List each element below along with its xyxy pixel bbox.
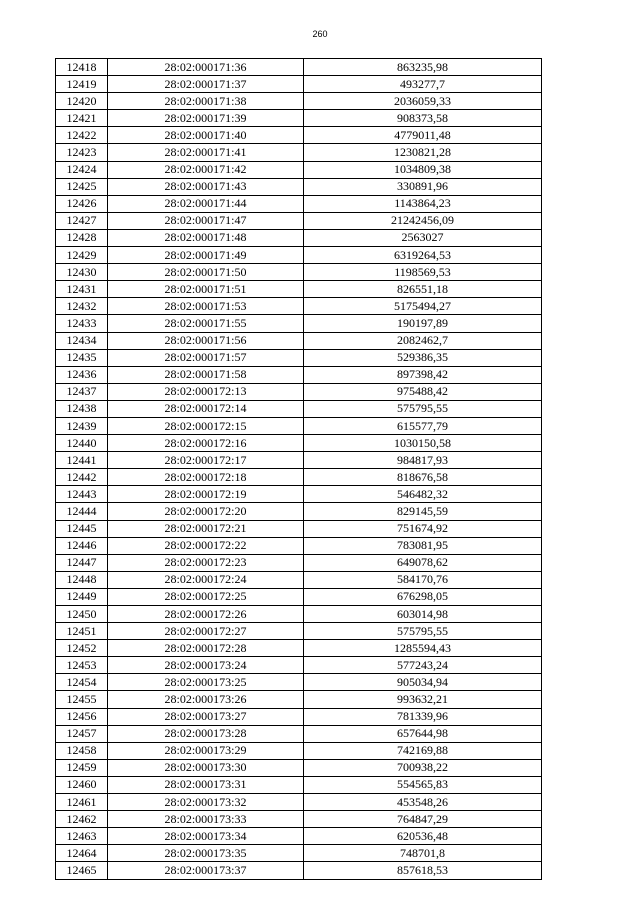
- cadastral-number-cell: 28:02:000173:31: [108, 776, 304, 793]
- value-cell: 584170,76: [304, 571, 542, 588]
- table-row: [56, 247, 542, 264]
- table-row: [56, 161, 542, 178]
- row-number-cell: 12436: [56, 366, 108, 383]
- row-number-cell: 12433: [56, 315, 108, 332]
- table-row: [56, 264, 542, 281]
- table-row: [56, 59, 542, 76]
- row-number-cell: 12442: [56, 469, 108, 486]
- cadastral-number-cell: 28:02:000171:37: [108, 76, 304, 93]
- cadastral-number-cell: 28:02:000173:29: [108, 742, 304, 759]
- row-number-cell: 12427: [56, 212, 108, 229]
- cadastral-number-cell: 28:02:000171:38: [108, 93, 304, 110]
- table-body: [56, 59, 542, 880]
- row-number-cell: 12440: [56, 435, 108, 452]
- value-cell: 649078,62: [304, 554, 542, 571]
- cadastral-number-cell: 28:02:000172:26: [108, 606, 304, 623]
- value-cell: 453548,26: [304, 794, 542, 811]
- value-cell: 764847,29: [304, 811, 542, 828]
- table-row: [56, 691, 542, 708]
- value-cell: 190197,89: [304, 315, 542, 332]
- value-cell: 863235,98: [304, 59, 542, 76]
- table-row: [56, 349, 542, 366]
- value-cell: 1198569,53: [304, 264, 542, 281]
- cadastral-number-cell: 28:02:000171:36: [108, 59, 304, 76]
- table-row: [56, 708, 542, 725]
- table-row: [56, 640, 542, 657]
- row-number-cell: 12445: [56, 520, 108, 537]
- row-number-cell: 12461: [56, 794, 108, 811]
- table-row: [56, 315, 542, 332]
- cadastral-number-cell: 28:02:000172:18: [108, 469, 304, 486]
- cadastral-number-cell: 28:02:000171:47: [108, 212, 304, 229]
- table-row: [56, 742, 542, 759]
- cadastral-number-cell: 28:02:000172:16: [108, 435, 304, 452]
- value-cell: 857618,53: [304, 862, 542, 879]
- row-number-cell: 12450: [56, 606, 108, 623]
- cadastral-number-cell: 28:02:000171:41: [108, 144, 304, 161]
- cadastral-number-cell: 28:02:000173:28: [108, 725, 304, 742]
- value-cell: 5175494,27: [304, 298, 542, 315]
- value-cell: 984817,93: [304, 452, 542, 469]
- cadastral-number-cell: 28:02:000172:17: [108, 452, 304, 469]
- cadastral-number-cell: 28:02:000172:15: [108, 417, 304, 434]
- cadastral-number-cell: 28:02:000173:30: [108, 759, 304, 776]
- cadastral-number-cell: 28:02:000171:50: [108, 264, 304, 281]
- table-row: [56, 828, 542, 845]
- value-cell: 993632,21: [304, 691, 542, 708]
- value-cell: 575795,55: [304, 623, 542, 640]
- table-row: [56, 776, 542, 793]
- cadastral-number-cell: 28:02:000171:55: [108, 315, 304, 332]
- table-row: [56, 400, 542, 417]
- row-number-cell: 12437: [56, 383, 108, 400]
- value-cell: 829145,59: [304, 503, 542, 520]
- row-number-cell: 12452: [56, 640, 108, 657]
- row-number-cell: 12434: [56, 332, 108, 349]
- row-number-cell: 12425: [56, 178, 108, 195]
- cadastral-number-cell: 28:02:000172:20: [108, 503, 304, 520]
- cadastral-number-cell: 28:02:000173:37: [108, 862, 304, 879]
- row-number-cell: 12423: [56, 144, 108, 161]
- cadastral-number-cell: 28:02:000171:40: [108, 127, 304, 144]
- cadastral-number-cell: 28:02:000171:39: [108, 110, 304, 127]
- row-number-cell: 12419: [56, 76, 108, 93]
- cadastral-number-cell: 28:02:000172:23: [108, 554, 304, 571]
- table-row: [56, 845, 542, 862]
- table-row: [56, 332, 542, 349]
- row-number-cell: 12447: [56, 554, 108, 571]
- cadastral-number-cell: 28:02:000171:49: [108, 247, 304, 264]
- row-number-cell: 12458: [56, 742, 108, 759]
- cadastral-number-cell: 28:02:000171:58: [108, 366, 304, 383]
- cadastral-number-cell: 28:02:000172:13: [108, 383, 304, 400]
- table-row: [56, 520, 542, 537]
- row-number-cell: 12420: [56, 93, 108, 110]
- table-row: [56, 503, 542, 520]
- table-row: [56, 657, 542, 674]
- table-row: [56, 76, 542, 93]
- row-number-cell: 12439: [56, 417, 108, 434]
- row-number-cell: 12428: [56, 229, 108, 246]
- row-number-cell: 12438: [56, 400, 108, 417]
- cadastral-value-table: [55, 58, 542, 880]
- row-number-cell: 12448: [56, 571, 108, 588]
- value-cell: 21242456,09: [304, 212, 542, 229]
- cadastral-number-cell: 28:02:000171:53: [108, 298, 304, 315]
- table-row: [56, 759, 542, 776]
- cadastral-number-cell: 28:02:000171:43: [108, 178, 304, 195]
- cadastral-number-cell: 28:02:000173:24: [108, 657, 304, 674]
- table-row: [56, 366, 542, 383]
- value-cell: 657644,98: [304, 725, 542, 742]
- table-row: [56, 862, 542, 879]
- cadastral-number-cell: 28:02:000172:19: [108, 486, 304, 503]
- table-row: [56, 571, 542, 588]
- value-cell: 577243,24: [304, 657, 542, 674]
- row-number-cell: 12449: [56, 588, 108, 605]
- row-number-cell: 12462: [56, 811, 108, 828]
- cadastral-number-cell: 28:02:000173:25: [108, 674, 304, 691]
- value-cell: 905034,94: [304, 674, 542, 691]
- value-cell: 700938,22: [304, 759, 542, 776]
- page-number: 260: [312, 29, 328, 39]
- cadastral-number-cell: 28:02:000172:27: [108, 623, 304, 640]
- row-number-cell: 12443: [56, 486, 108, 503]
- value-cell: 2082462,7: [304, 332, 542, 349]
- row-number-cell: 12455: [56, 691, 108, 708]
- row-number-cell: 12456: [56, 708, 108, 725]
- table-row: [56, 588, 542, 605]
- row-number-cell: 12451: [56, 623, 108, 640]
- value-cell: 603014,98: [304, 606, 542, 623]
- cadastral-number-cell: 28:02:000172:21: [108, 520, 304, 537]
- value-cell: 676298,05: [304, 588, 542, 605]
- value-cell: 546482,32: [304, 486, 542, 503]
- value-cell: 554565,83: [304, 776, 542, 793]
- row-number-cell: 12464: [56, 845, 108, 862]
- row-number-cell: 12441: [56, 452, 108, 469]
- value-cell: 620536,48: [304, 828, 542, 845]
- row-number-cell: 12430: [56, 264, 108, 281]
- value-cell: 742169,88: [304, 742, 542, 759]
- row-number-cell: 12460: [56, 776, 108, 793]
- cadastral-number-cell: 28:02:000171:51: [108, 281, 304, 298]
- table-row: [56, 110, 542, 127]
- table-row: [56, 811, 542, 828]
- value-cell: 1230821,28: [304, 144, 542, 161]
- cadastral-number-cell: 28:02:000173:34: [108, 828, 304, 845]
- cadastral-number-cell: 28:02:000173:33: [108, 811, 304, 828]
- cadastral-number-cell: 28:02:000171:42: [108, 161, 304, 178]
- cadastral-number-cell: 28:02:000171:44: [108, 195, 304, 212]
- row-number-cell: 12429: [56, 247, 108, 264]
- value-cell: 529386,35: [304, 349, 542, 366]
- value-cell: 6319264,53: [304, 247, 542, 264]
- row-number-cell: 12459: [56, 759, 108, 776]
- row-number-cell: 12426: [56, 195, 108, 212]
- value-cell: 2563027: [304, 229, 542, 246]
- cadastral-number-cell: 28:02:000171:57: [108, 349, 304, 366]
- value-cell: 493277,7: [304, 76, 542, 93]
- row-number-cell: 12421: [56, 110, 108, 127]
- row-number-cell: 12432: [56, 298, 108, 315]
- cadastral-number-cell: 28:02:000171:56: [108, 332, 304, 349]
- value-cell: 975488,42: [304, 383, 542, 400]
- row-number-cell: 12463: [56, 828, 108, 845]
- row-number-cell: 12435: [56, 349, 108, 366]
- table-row: [56, 452, 542, 469]
- cadastral-number-cell: 28:02:000172:24: [108, 571, 304, 588]
- table-row: [56, 144, 542, 161]
- value-cell: 1034809,38: [304, 161, 542, 178]
- value-cell: 748701,8: [304, 845, 542, 862]
- table-row: [56, 298, 542, 315]
- cadastral-number-cell: 28:02:000171:48: [108, 229, 304, 246]
- value-cell: 783081,95: [304, 537, 542, 554]
- cadastral-number-cell: 28:02:000172:22: [108, 537, 304, 554]
- value-cell: 818676,58: [304, 469, 542, 486]
- row-number-cell: 12465: [56, 862, 108, 879]
- table-row: [56, 606, 542, 623]
- value-cell: 751674,92: [304, 520, 542, 537]
- value-cell: 330891,96: [304, 178, 542, 195]
- table-row: [56, 195, 542, 212]
- cadastral-number-cell: 28:02:000172:25: [108, 588, 304, 605]
- table-row: [56, 178, 542, 195]
- table-row: [56, 212, 542, 229]
- cadastral-number-cell: 28:02:000172:28: [108, 640, 304, 657]
- value-cell: 826551,18: [304, 281, 542, 298]
- table-row: [56, 469, 542, 486]
- cadastral-number-cell: 28:02:000173:27: [108, 708, 304, 725]
- row-number-cell: 12453: [56, 657, 108, 674]
- cadastral-number-cell: 28:02:000172:14: [108, 400, 304, 417]
- table-row: [56, 281, 542, 298]
- cadastral-number-cell: 28:02:000173:35: [108, 845, 304, 862]
- value-cell: 1285594,43: [304, 640, 542, 657]
- value-cell: 4779011,48: [304, 127, 542, 144]
- row-number-cell: 12444: [56, 503, 108, 520]
- table-row: [56, 383, 542, 400]
- value-cell: 781339,96: [304, 708, 542, 725]
- value-cell: 897398,42: [304, 366, 542, 383]
- value-cell: 615577,79: [304, 417, 542, 434]
- row-number-cell: 12446: [56, 537, 108, 554]
- value-cell: 1030150,58: [304, 435, 542, 452]
- value-cell: 1143864,23: [304, 195, 542, 212]
- row-number-cell: 12431: [56, 281, 108, 298]
- table-row: [56, 537, 542, 554]
- table-row: [56, 127, 542, 144]
- table-row: [56, 229, 542, 246]
- value-cell: 575795,55: [304, 400, 542, 417]
- value-cell: 908373,58: [304, 110, 542, 127]
- table-row: [56, 93, 542, 110]
- table-row: [56, 674, 542, 691]
- row-number-cell: 12418: [56, 59, 108, 76]
- table-row: [56, 486, 542, 503]
- row-number-cell: 12422: [56, 127, 108, 144]
- table-row: [56, 554, 542, 571]
- row-number-cell: 12454: [56, 674, 108, 691]
- row-number-cell: 12457: [56, 725, 108, 742]
- cadastral-number-cell: 28:02:000173:26: [108, 691, 304, 708]
- table-row: [56, 623, 542, 640]
- cadastral-number-cell: 28:02:000173:32: [108, 794, 304, 811]
- table-row: [56, 794, 542, 811]
- table-row: [56, 417, 542, 434]
- value-cell: 2036059,33: [304, 93, 542, 110]
- table-row: [56, 725, 542, 742]
- table-row: [56, 435, 542, 452]
- row-number-cell: 12424: [56, 161, 108, 178]
